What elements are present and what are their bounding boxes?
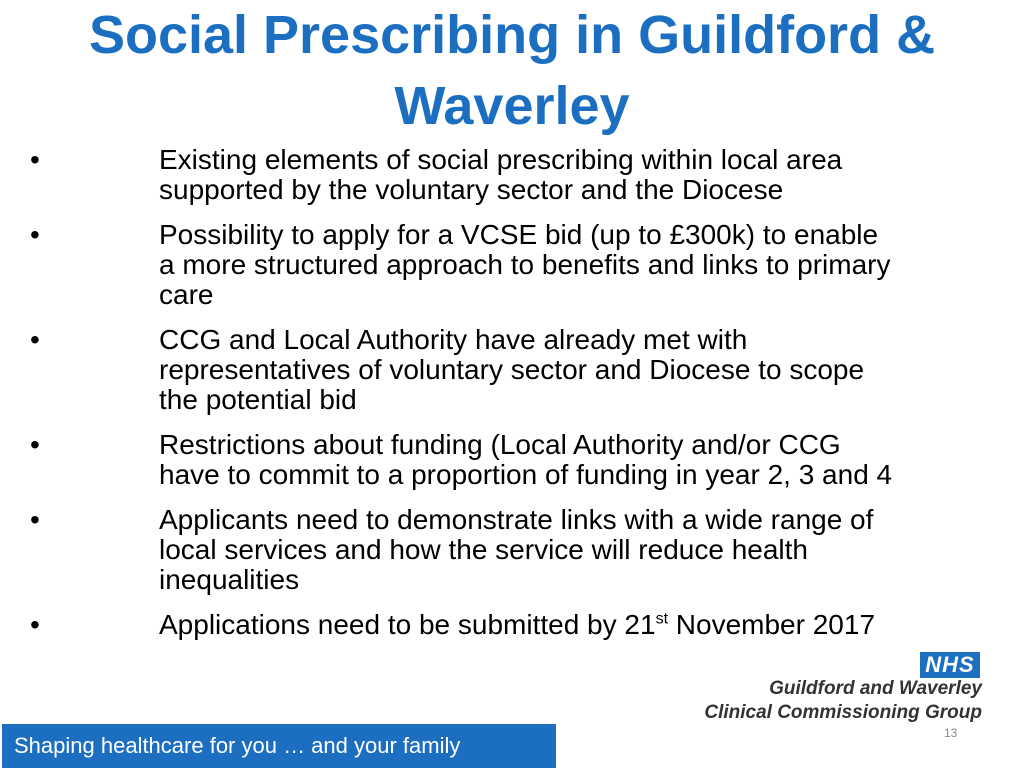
bullet-line: Restrictions about funding (Local Authority and/or CCG xyxy=(159,429,841,460)
bullet-line: a more structured approach to benefits and links to primary xyxy=(159,249,891,280)
deadline-suffix: November 2017 xyxy=(668,609,876,640)
bullet-text xyxy=(159,220,1009,310)
bullet-line: care xyxy=(159,279,214,310)
bullet-dot: • xyxy=(30,429,40,460)
date-ordinal-superscript: st xyxy=(655,610,669,628)
slide-title-line-1: Social Prescribing in Guildford & xyxy=(88,5,936,65)
bullet-line: CCG and Local Authority have already met with xyxy=(159,324,748,355)
logo-org-line-2: Clinical Commissioning Group xyxy=(704,702,982,723)
bullet-dot: • xyxy=(30,609,40,640)
bullet-text xyxy=(159,610,1009,640)
nhs-logo-badge: NHS xyxy=(920,652,980,678)
page-number: 13 xyxy=(944,726,958,740)
bullet-line xyxy=(159,610,1009,640)
deadline-prefix: Applications need to be submitted by 21 xyxy=(159,609,656,640)
bullet-line: inequalities xyxy=(159,564,300,595)
bullet-line: supported by the voluntary sector and the Diocese xyxy=(159,174,784,205)
bullet-text xyxy=(159,505,1009,595)
slide-title-line-2: Waverley xyxy=(394,76,630,136)
bullet-line: Existing elements of social prescribing within local area xyxy=(159,144,843,175)
bullet-dot: • xyxy=(30,324,40,355)
bullet-line: the potential bid xyxy=(159,384,357,415)
bullet-text xyxy=(159,325,1009,415)
bullet-line: have to commit to a proportion of funding in year 2, 3 and 4 xyxy=(159,459,893,490)
bullet-line: Applicants need to demonstrate links with a wide range of xyxy=(159,504,874,535)
ccg-logo xyxy=(690,650,990,730)
bullet-line: representatives of voluntary sector and Diocese to scope xyxy=(159,354,865,385)
bullet-line: Possibility to apply for a VCSE bid (up to £300k) to enable xyxy=(159,219,879,250)
bullet-dot: • xyxy=(30,144,40,175)
bullet-dot: • xyxy=(30,504,40,535)
bullet-dot: • xyxy=(30,219,40,250)
bullet-text xyxy=(159,145,1009,205)
bullet-text xyxy=(159,430,1009,490)
logo-org-line-1: Guildford and Waverley xyxy=(769,678,982,699)
footer-banner: Shaping healthcare for you … and your family xyxy=(2,724,556,768)
bullet-line: local services and how the service will reduce health xyxy=(159,534,808,565)
